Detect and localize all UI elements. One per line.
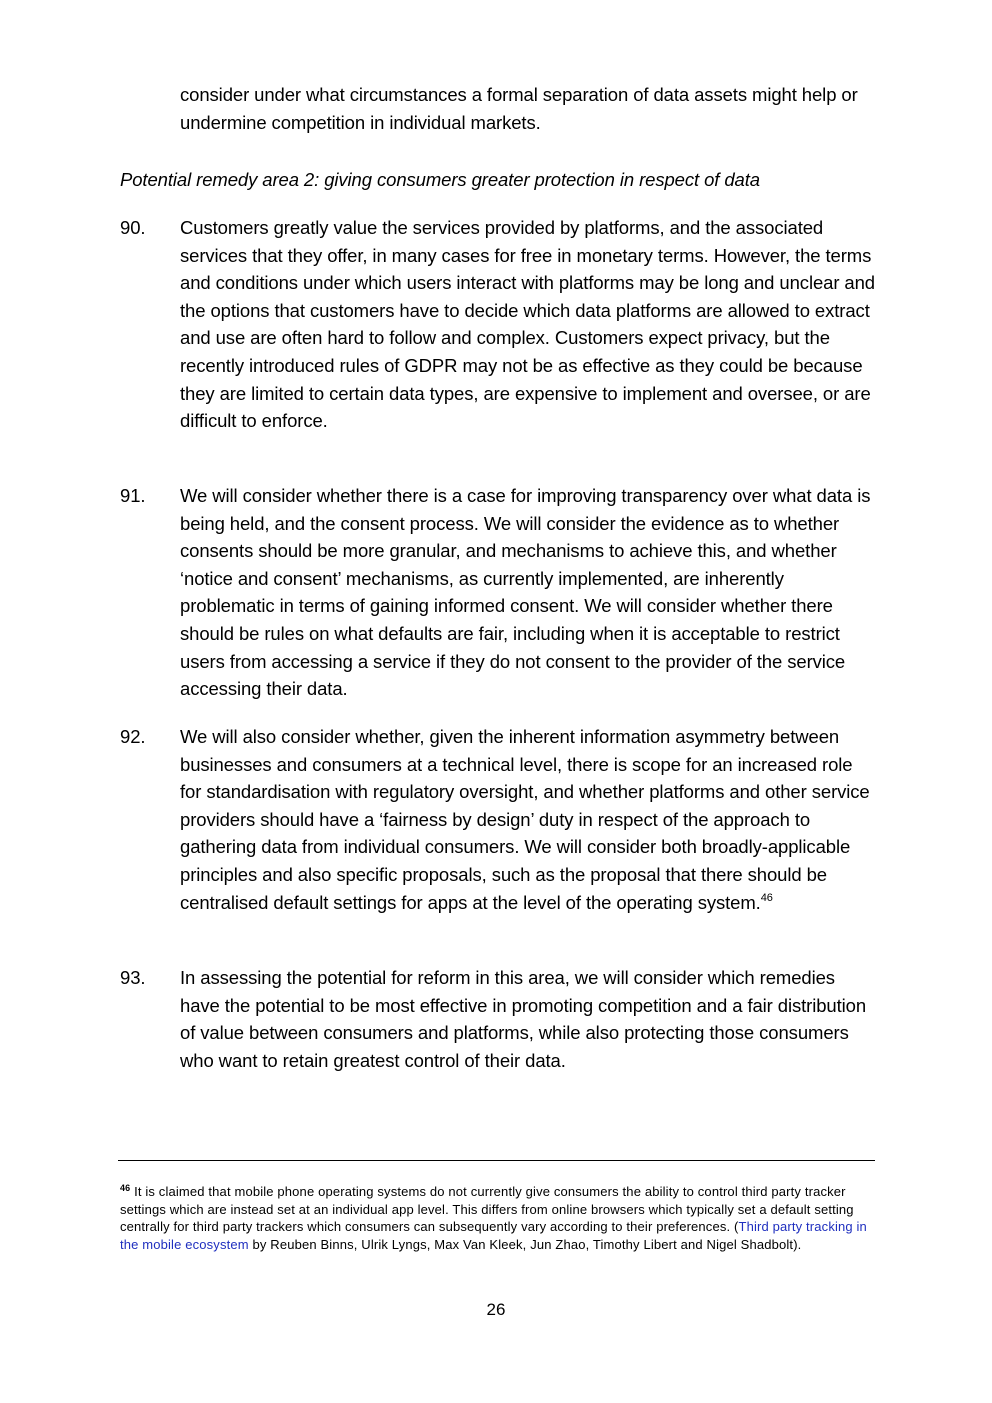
footnote-link[interactable]: Third party tracking in the mobile ecosystem [120, 1219, 867, 1252]
footnote-text-after: by Reuben Binns, Ulrik Lyngs, Max Van Kleek, Jun Zhao, Timothy Libert and Nigel Shadbolt). [248, 1236, 802, 1252]
footnote-marker: 46 [120, 1183, 131, 1193]
paragraph-number: 91. [120, 485, 146, 506]
continuation-paragraph [180, 81, 880, 136]
continuation-text: consider under what circumstances a formal separation of data assets might help or undermine competition in individual markets. [180, 84, 858, 133]
footnote-reference[interactable]: 46 [760, 891, 773, 904]
footnote-text-before: It is claimed that mobile phone operating systems do not currently give consumers the ability to control third party tracker settings which are instead set at an individual app level. This differs from online browsers which typically set a default setting centrally for third party trackers which consumers can subsequently vary according to their preferences. ( [120, 1184, 854, 1235]
paragraph-number: 93. [120, 967, 146, 988]
paragraph-body: We will also consider whether, given the inherent information asymmetry between businesses and consumers at a technical level, there is scope for an increased role for standardisation with regulatory oversight, and whether platforms and other service providers should have a ‘fairness by design’ duty in respect of the approach to gathering data from individual consumers. We will consider both broadly-applicable principles and also specific proposals, such as the proposal that there should be centralised default settings for apps at the level of the operating system. [180, 726, 870, 913]
paragraph-number: 92. [120, 726, 146, 747]
paragraph-text [180, 723, 877, 916]
paragraph-text: Customers greatly value the services provided by platforms, and the associated services that they offer, in many cases for free in monetary terms. However, the terms and conditions under which users interact with platforms may be long and unclear and the options that customers have to decide which data platforms are allowed to extract and use are often hard to follow and complex. Customers expect privacy, but the recently introduced rules of GDPR may not be as effective as they could be because they are limited to certain data types, are expensive to implement and oversee, or are difficult to enforce. [180, 217, 875, 432]
footnote-separator [118, 1160, 875, 1161]
paragraph-text: In assessing the potential for reform in this area, we will consider which remedies have the potential to be most effective in promoting competition and a fair distribution of value between consumers and platforms, while also protecting those consumers who want to retain greatest control of their data. [180, 967, 867, 1071]
section-subheading: Potential remedy area 2: giving consumers greater protection in respect of data [120, 169, 760, 190]
page-number: 26 [486, 1300, 506, 1319]
paragraph-number: 90. [120, 217, 146, 238]
footnote [120, 1183, 877, 1253]
paragraph-text: We will consider whether there is a case for improving transparency over what data is being held, and the consent process. We will consider the evidence as to whether consents should be more granular, and mechanisms to achieve this, and whether ‘notice and consent’ mechanisms, as currently implemented, are inherently problematic in terms of gaining informed consent. We will consider whether there should be rules on what defaults are fair, including when it is acceptable to restrict users from accessing a service if they do not consent to the provider of the service accessing their data. [180, 485, 871, 700]
